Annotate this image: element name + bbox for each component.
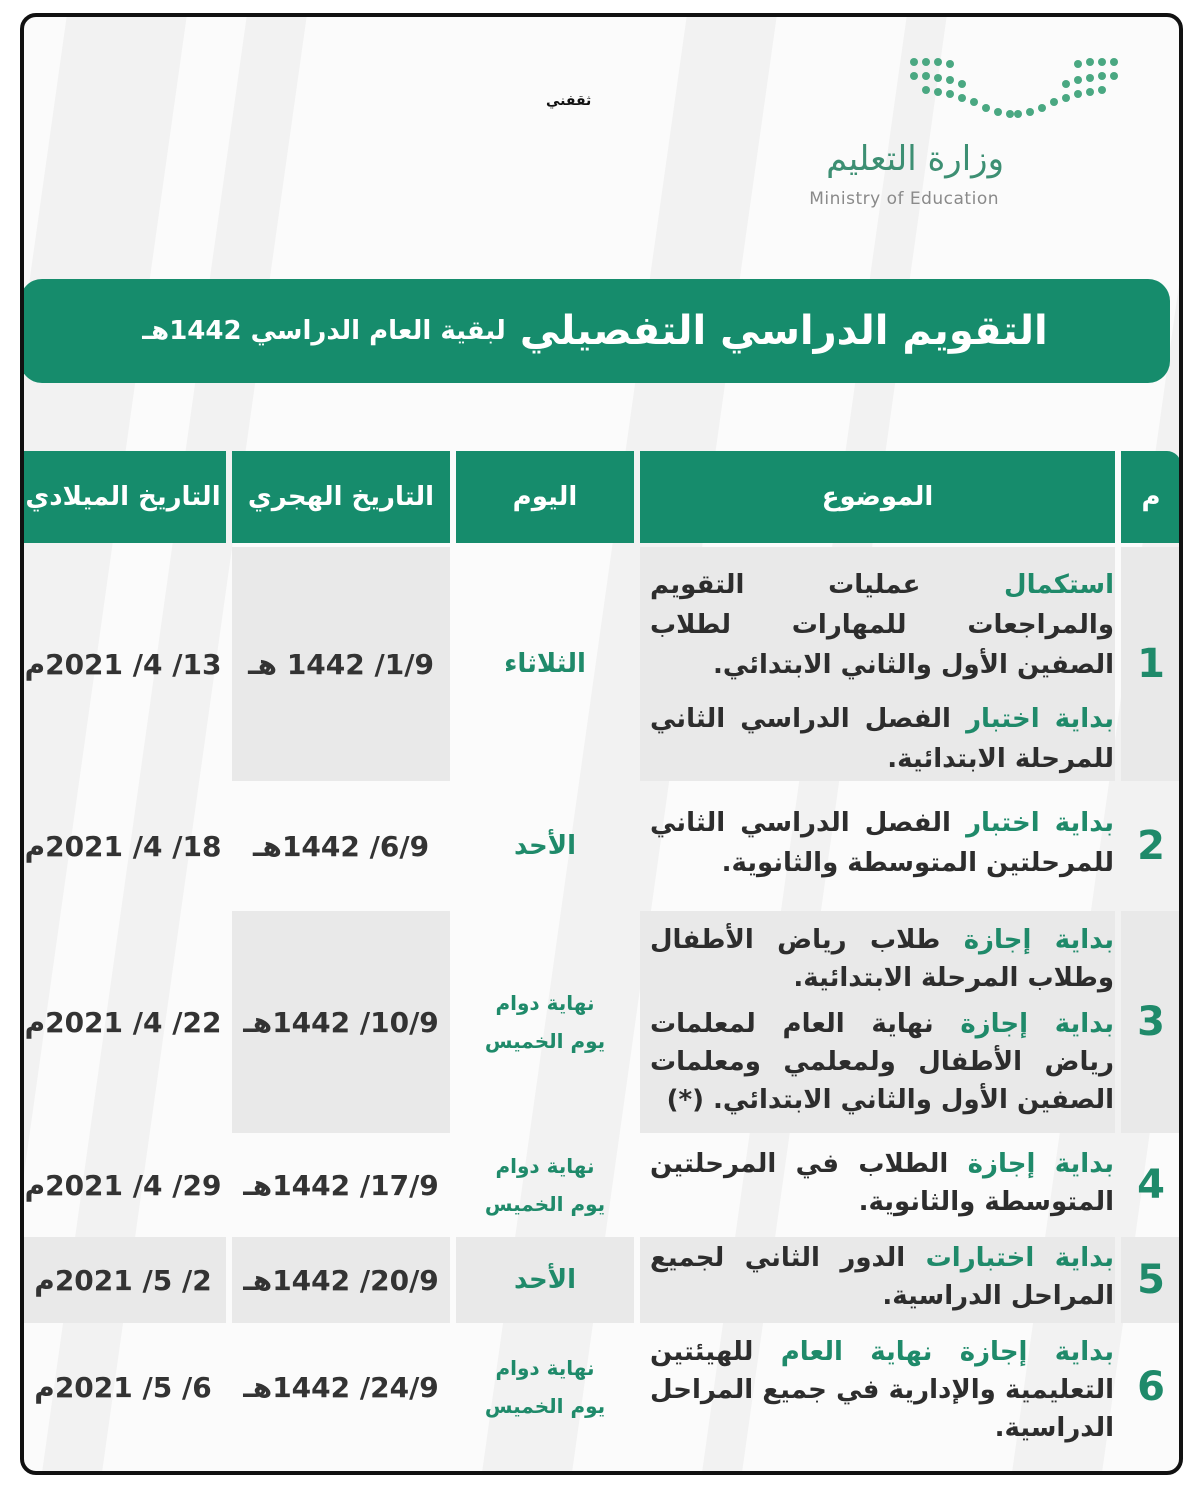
row-day: نهاية دوام يوم الخميس [484,1154,606,1216]
row-hijri-date: 17/9/ 1442هـ [243,1168,439,1202]
banner-title: التقويم الدراسي التفصيلي [519,308,1048,354]
row-subject: بداية اختبار الفصل الدراسي الثاني للمرحلتين المتوسطة والثانوية. [650,808,1114,878]
title-banner [20,279,1170,383]
row-hijri-date: 10/9/ 1442هـ [243,1005,439,1039]
row-day: الأحد [513,831,577,861]
row-gregorian-date: 2/ 5/ 2021م [34,1263,212,1297]
ministry-logo [804,39,1124,219]
header-subject: الموضوع [640,451,1115,543]
row-number: 2 [1137,823,1165,869]
row-subject: بداية إجازة الطلاب في المرحلتين المتوسطة والثانوية. [650,1149,1114,1217]
row-number: 4 [1137,1162,1165,1208]
row-hijri-date: 1/9/ 1442 هـ [248,647,434,681]
row-subject: استكمال عمليات التقويم والمراجعات للمهارات لطلاب الصفين الأول والثاني الابتدائي. بداية اختبار الفصل الدراسي الثاني للمرحلة الابتدائية. [650,570,1114,774]
row-gregorian-date: 13/ 4/ 2021م [24,647,222,681]
row-number: 5 [1137,1257,1165,1303]
row-gregorian-date: 22/ 4/ 2021م [24,1005,222,1039]
logo-dots-icon [904,54,1124,124]
row-day: الثلاثاء [504,649,586,679]
row-gregorian-date: 29/ 4/ 2021م [24,1168,222,1202]
row-hijri-date: 24/9/ 1442هـ [243,1370,439,1404]
row-subject: بداية اختبارات الدور الثاني لجميع المراحل الدراسية. [650,1243,1114,1311]
watermark-text: ثقفني [546,93,592,109]
document-frame [20,13,1183,1475]
header-day: اليوم [456,451,634,543]
logo-english-text: Ministry of Education [809,189,999,209]
row-hijri-date: 6/9/ 1442هـ [252,829,430,863]
row-subject: بداية إجازة طلاب رياض الأطفال وطلاب المرحلة الابتدائية. بداية إجازة نهاية العام لمعلمات رياض الأطفال ولمعلمي ومعلمات الصفين الأول والثاني الابتدائي. (*) [650,925,1114,1115]
row-number: 3 [1137,999,1165,1045]
row-number: 1 [1137,641,1165,687]
row-gregorian-date: 18/ 4/ 2021م [24,829,222,863]
header-m: م [1121,451,1181,543]
row-day: نهاية دوام يوم الخميس [484,1356,606,1418]
row-hijri-date: 20/9/ 1442هـ [243,1263,439,1297]
row-gregorian-date: 6/ 5/ 2021م [34,1370,212,1404]
banner-subtitle: لبقية العام الدراسي 1442هـ [142,316,506,346]
header-hijri: التاريخ الهجري [232,451,450,543]
row-number: 6 [1137,1364,1165,1410]
logo-arabic-text: وزارة التعليم [826,139,1004,179]
row-subject: بداية إجازة نهاية العام للهيئتين التعليمية والإدارية في جميع المراحل الدراسية. [650,1337,1115,1443]
row-day: الأحد [513,1265,577,1295]
row-day: نهاية دوام يوم الخميس [484,991,606,1053]
header-gregorian: التاريخ الميلادي [20,451,226,543]
